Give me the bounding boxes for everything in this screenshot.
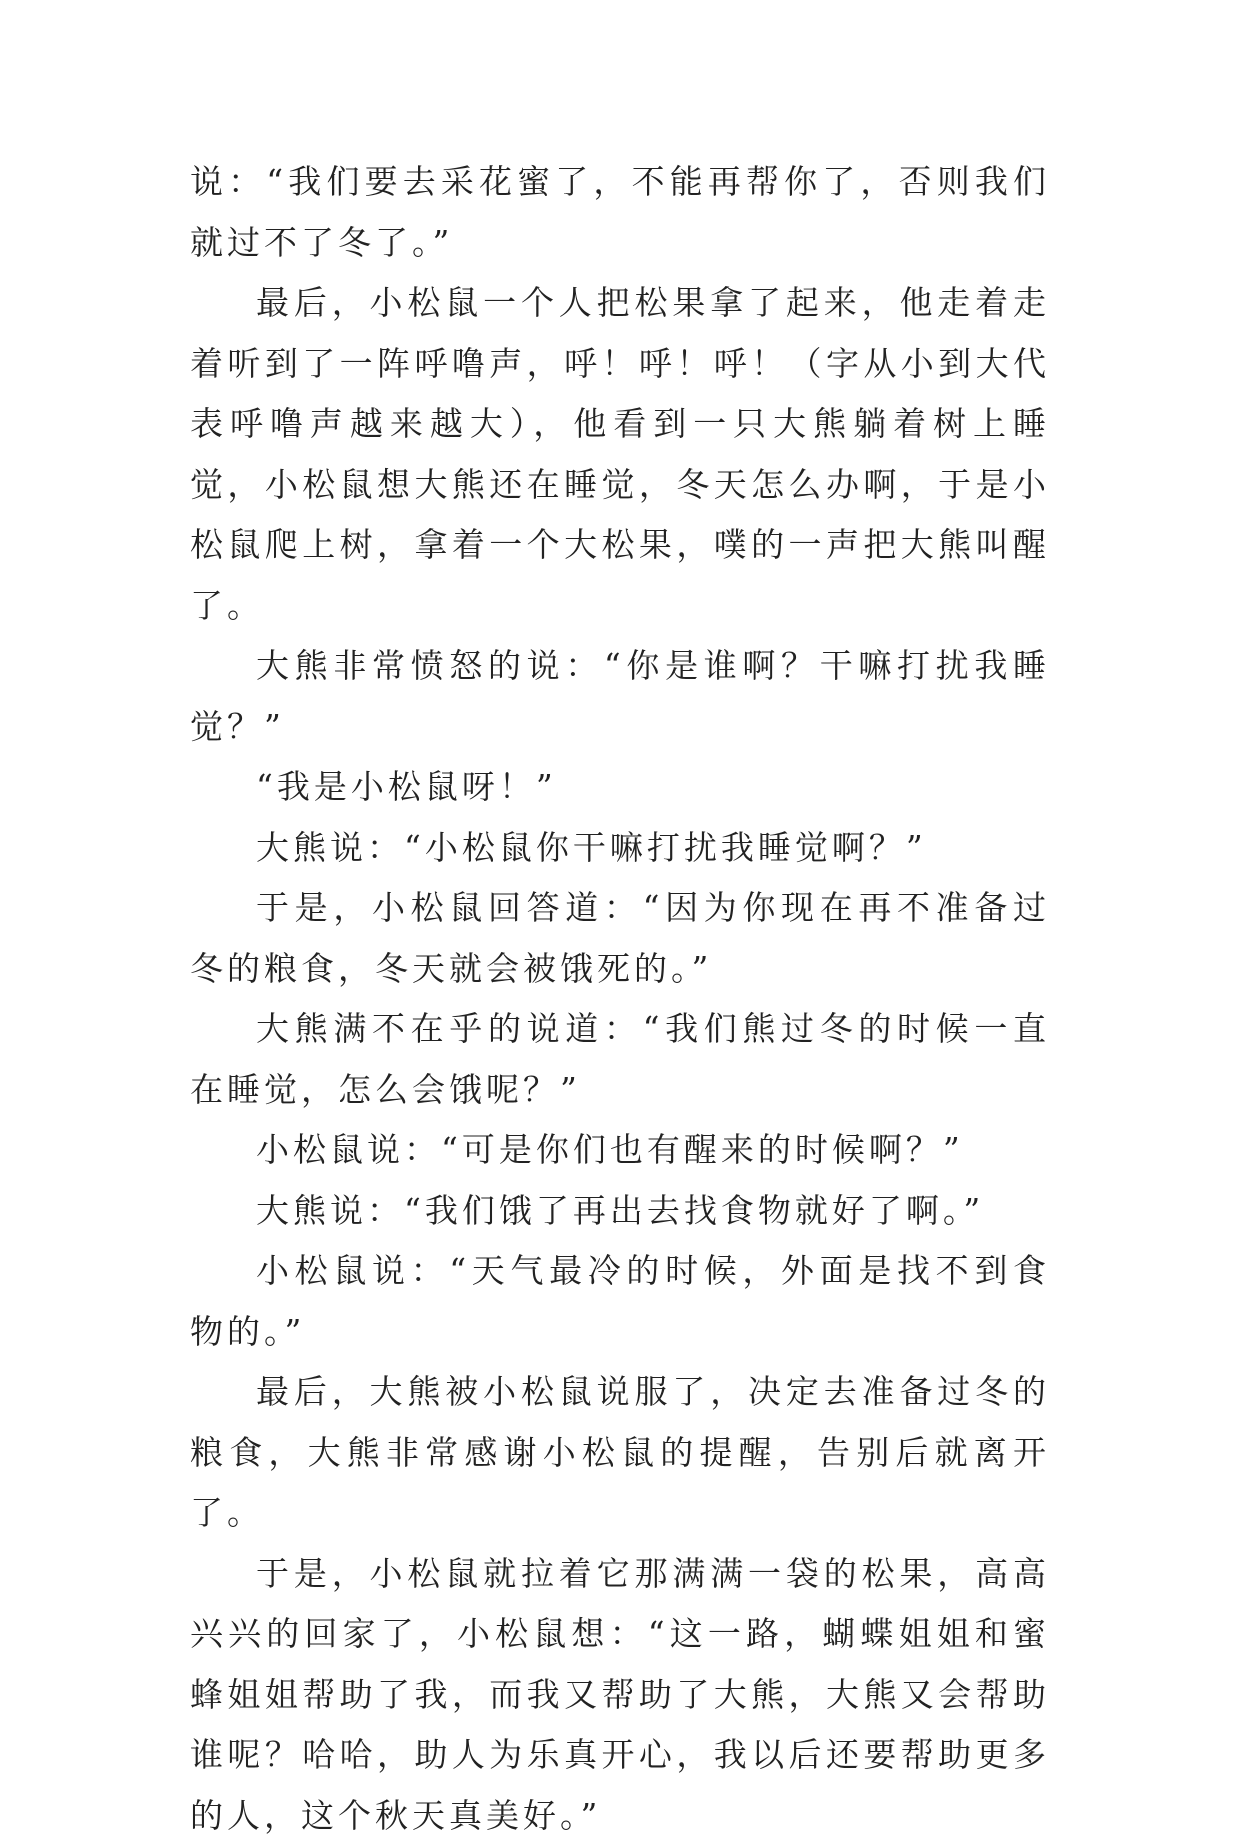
- paragraph: 于是，小松鼠回答道：“因为你现在再不准备过冬的粮食，冬天就会被饿死的。”: [190, 878, 1050, 999]
- story-text: [190, 152, 1050, 1846]
- paragraph: 于是，小松鼠就拉着它那满满一袋的松果，高高兴兴的回家了，小松鼠想：“这一路，蝴蝶姐姐和蜜蜂姐姐帮助了我，而我又帮助了大熊，大熊又会帮助谁呢？哈哈，助人为乐真开心，我以后还要帮助更多的人，这个秋天真美好。”: [190, 1544, 1050, 1846]
- paragraph: 最后，小松鼠一个人把松果拿了起来，他走着走着听到了一阵呼噜声，呼！呼！呼！（字从小到大代表呼噜声越来越大），他看到一只大熊躺着树上睡觉，小松鼠想大熊还在睡觉，冬天怎么办啊，于是小松鼠爬上树，拿着一个大松果，噗的一声把大熊叫醒了。: [190, 273, 1050, 636]
- paragraph: “我是小松鼠呀！”: [190, 757, 1050, 818]
- paragraph: 最后，大熊被小松鼠说服了，决定去准备过冬的粮食，大熊非常感谢小松鼠的提醒，告别后就离开了。: [190, 1362, 1050, 1544]
- paragraph: 大熊说：“小松鼠你干嘛打扰我睡觉啊？”: [190, 818, 1050, 879]
- paragraph: 小松鼠说：“可是你们也有醒来的时候啊？”: [190, 1120, 1050, 1181]
- paragraph: 小松鼠说：“天气最冷的时候，外面是找不到食物的。”: [190, 1241, 1050, 1362]
- paragraph: 大熊非常愤怒的说：“你是谁啊？干嘛打扰我睡觉？”: [190, 636, 1050, 757]
- paragraph: 大熊说：“我们饿了再出去找食物就好了啊。”: [190, 1181, 1050, 1242]
- paragraph: 大熊满不在乎的说道：“我们熊过冬的时候一直在睡觉，怎么会饿呢？”: [190, 999, 1050, 1120]
- paragraph: 说：“我们要去采花蜜了，不能再帮你了，否则我们就过不了冬了。”: [190, 152, 1050, 273]
